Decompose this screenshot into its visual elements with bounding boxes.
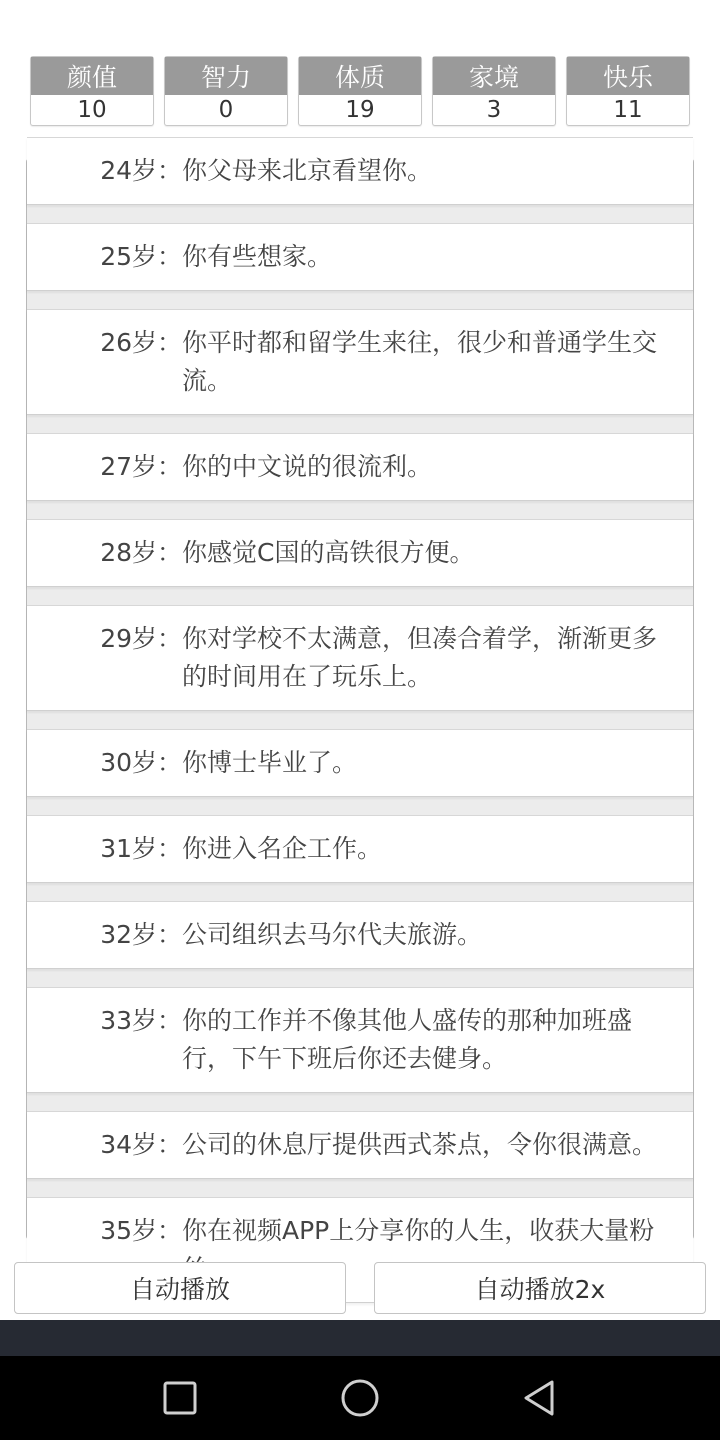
stat-value: 3 (486, 97, 502, 123)
stat-label: 快乐 (567, 57, 689, 95)
log-entry (27, 137, 693, 205)
home-circle-icon[interactable] (336, 1374, 384, 1422)
stat-label: 家境 (433, 57, 555, 95)
log-age: 26岁： (100, 328, 182, 357)
log-age: 25岁： (100, 242, 182, 271)
log-age: 35岁： (100, 1216, 182, 1245)
log-entry (27, 1111, 693, 1179)
log-entry (27, 605, 693, 711)
auto-play-2x-button[interactable]: 自动播放2x (374, 1262, 706, 1314)
log-text: 你的工作并不像其他人盛传的那种加班盛行，下午下班后你还去健身。 (182, 1006, 633, 1073)
log-text: 你有些想家。 (182, 242, 333, 271)
bottom-strip (0, 1320, 720, 1356)
log-entry (27, 223, 693, 291)
log-text: 你平时都和留学生来往，很少和普通学生交流。 (182, 328, 658, 395)
log-age: 27岁： (100, 452, 182, 481)
stat-happiness (566, 56, 690, 126)
log-age: 33岁： (100, 1006, 182, 1035)
log-entry (27, 901, 693, 969)
stat-appearance (30, 56, 154, 126)
stat-family (432, 56, 556, 126)
log-entry (27, 987, 693, 1093)
log-age: 28岁： (100, 538, 182, 567)
log-text: 你感觉C国的高铁很方便。 (182, 538, 475, 567)
stat-value: 11 (613, 97, 643, 123)
stat-value: 10 (77, 97, 107, 123)
log-age: 34岁： (100, 1130, 182, 1159)
log-entry (27, 519, 693, 587)
system-navigation-bar (0, 1356, 720, 1440)
log-age: 29岁： (100, 624, 182, 653)
back-triangle-icon[interactable] (516, 1374, 564, 1422)
log-text: 你的中文说的很流利。 (182, 452, 433, 481)
log-text: 你父母来北京看望你。 (182, 156, 433, 185)
log-entry (27, 729, 693, 797)
recents-square-icon[interactable] (156, 1374, 204, 1422)
log-age: 24岁： (100, 156, 182, 185)
stat-constitution (298, 56, 422, 126)
log-text: 公司的休息厅提供西式茶点，令你很满意。 (182, 1130, 658, 1159)
log-entry (27, 433, 693, 501)
life-log-list[interactable] (26, 156, 694, 1245)
log-text: 你进入名企工作。 (182, 834, 383, 863)
log-text: 你在视频APP上分享你的人生，收获大量粉 (182, 1216, 655, 1245)
stat-value: 0 (218, 97, 234, 123)
log-age: 31岁： (100, 834, 182, 863)
log-age: 32岁： (100, 920, 182, 949)
stat-label: 颜值 (31, 57, 153, 95)
log-text: 你博士毕业了。 (182, 748, 358, 777)
log-text: 你对学校不太满意，但凑合着学，渐渐更多的时间用在了玩乐上。 (182, 624, 658, 691)
log-age: 30岁： (100, 748, 182, 777)
stat-label: 智力 (165, 57, 287, 95)
log-entry (27, 815, 693, 883)
stat-value: 19 (345, 97, 375, 123)
log-entry (27, 309, 693, 415)
stat-intelligence (164, 56, 288, 126)
stat-label: 体质 (299, 57, 421, 95)
log-text: 公司组织去马尔代夫旅游。 (182, 920, 483, 949)
attribute-panel (30, 56, 690, 128)
auto-play-button[interactable]: 自动播放 (14, 1262, 346, 1314)
